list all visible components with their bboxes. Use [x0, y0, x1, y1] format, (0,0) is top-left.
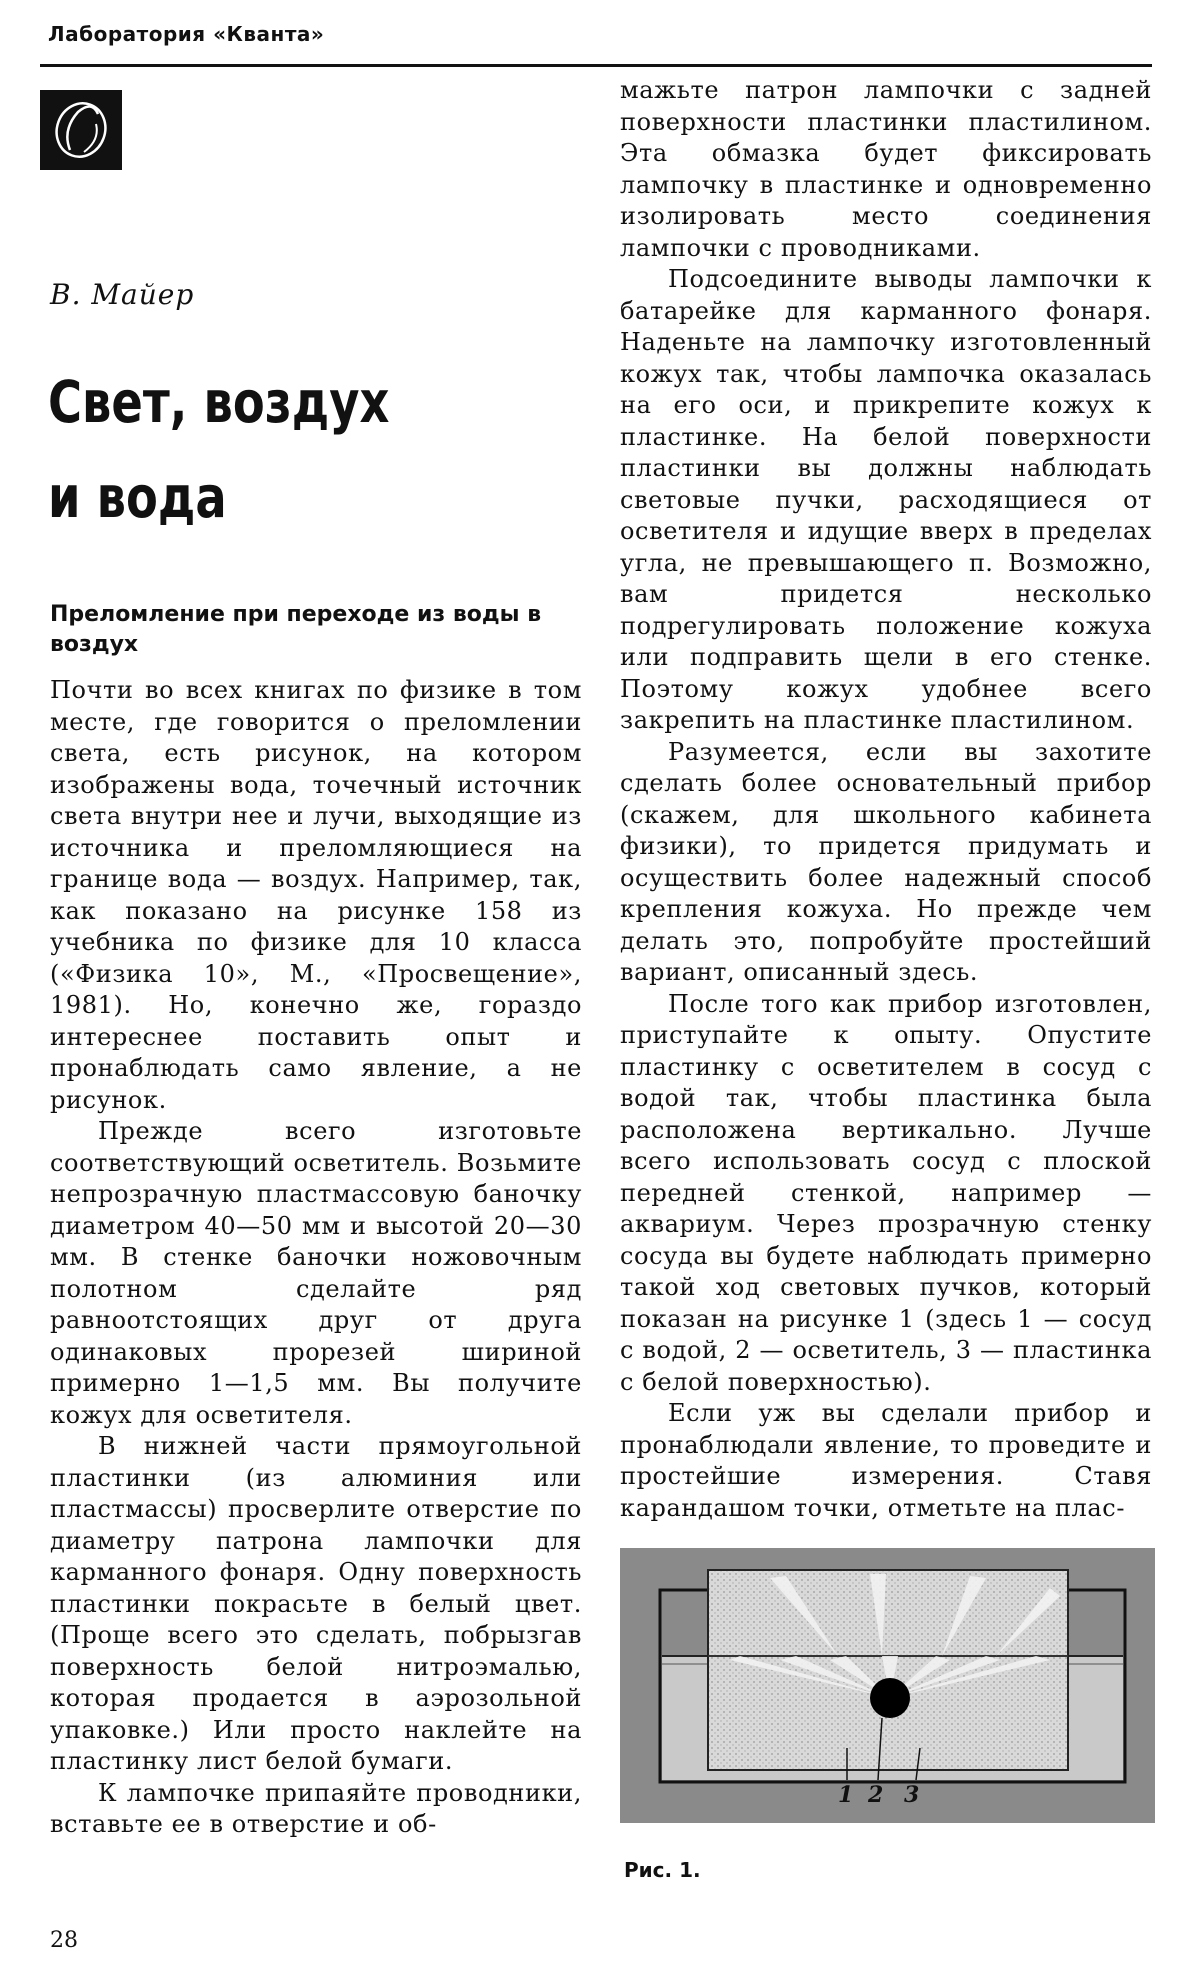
article-author: В. Майер [50, 278, 195, 311]
page-number: 28 [50, 1928, 78, 1953]
lamp [870, 1678, 910, 1718]
paragraph: К лампочке припаяйте проводники, вставьте ее в отверстие и об- [50, 1778, 582, 1838]
paragraph: Если уж вы сделали прибор и пронаблюдали явление, то проведите и простейшие измерения. Ставя карандашом точки, отметьте на плас- [620, 1399, 1152, 1522]
figure-caption: Рис. 1. [624, 1858, 701, 1882]
article-title [48, 355, 464, 545]
right-text-column [620, 75, 1152, 1524]
section-header: Лаборатория «Кванта» [48, 22, 325, 46]
header-divider [40, 64, 1152, 67]
kvant-lab-monogram-icon [40, 90, 122, 170]
paragraph: После того как прибор изготовлен, приступайте к опыту. Опустите пластинку с осветителем в сосуд с водой так, чтобы пластинка была расположена вертикально. Лучше всего использовать сосуд с плоской передней стенкой, например — аквариум. Через прозрачную стенку сосуда вы будете наблюдать примерно такой ход световых пучков, который показан на рисунке 1 (здесь 1 — сосуд с водой, 2 — осветитель, 3 — пластинка с белой поверхностью). [620, 989, 1152, 1396]
paragraph: мажьте патрон лампочки с задней поверхности пластинки пластилином. Эта обмазка будет фиксировать лампочку в пластинке и одновременно изолировать место соединения лампочки с проводниками. [620, 76, 1152, 262]
paragraph: В нижней части прямоугольной пластинки (из алюминия или пластмассы) просверлите отверстие по диаметру патрона лампочки для карманного фонаря. Одну поверхность пластинки покрасьте в белый цвет. (Проще всего это сделать, побрызгав поверхность белой нитроэмалью, которая продается в аэрозольной упаковке.) Или просто наклейте на пластинку лист белой бумаги. [50, 1432, 582, 1775]
article-title-line-1: Свет, воздух [48, 368, 390, 436]
figure-label: 1 [838, 1782, 854, 1808]
paragraph: Прежде всего изготовьте соответствующий осветитель. Возьмите непрозрачную пластмассовую баночку диаметром 40—50 мм и высотой 20—30 мм. В стенке баночки ножовочным полотном сделайте ряд равноотстоящих друг от друга одинаковых прорезей шириной примерно 1—1,5 мм. Вы получите кожух для осветителя. [50, 1117, 582, 1429]
paragraph: Разумеется, если вы захотите сделать более основательный прибор (скажем, для школьного кабинета физики), то придется придумать и осуществить более надежный способ крепления кожуха. Но прежде чем делать это, попробуйте простейший вариант, описанный здесь. [620, 737, 1152, 986]
paragraph: Почти во всех книгах по физике в том месте, где говорится о преломлении света, есть рисунок, на котором изображены вода, точечный источник света внутри нее и лучи, выходящие из источника и преломляющиеся на границе вода — воздух. Например, так, как показано на рисунке 158 из учебника по физике для 10 класса («Физика 10», М., «Просвещение», 1981). Но, конечно же, гораздо интереснее поставить опыт и пронаблюдать само явление, а не рисунок. [50, 676, 582, 1114]
figure-label: 3 [904, 1782, 920, 1808]
figure-label: 2 [868, 1782, 884, 1808]
paragraph: Подсоедините выводы лампочки к батарейке для карманного фонаря. Наденьте на лампочку изготовленный кожух так, чтобы лампочка оказалась на его оси, и прикрепите кожух к пластинке. На белой поверхности пластинки вы должны наблюдать световые пучки, расходящиеся от осветителя и идущие вверх в пределах угла, не превышающего π. Возможно, вам придется несколько подрегулировать положение кожуха или подправить щели в его стенке. Поэтому кожух удобнее всего закрепить на пластинке пластилином. [620, 265, 1152, 734]
section-subtitle: Преломление при переходе из воды в воздух [50, 602, 542, 657]
article-title-line-2: и вода [48, 463, 227, 531]
left-text-column [50, 675, 582, 1841]
figure-refraction-photo [620, 1548, 1155, 1823]
